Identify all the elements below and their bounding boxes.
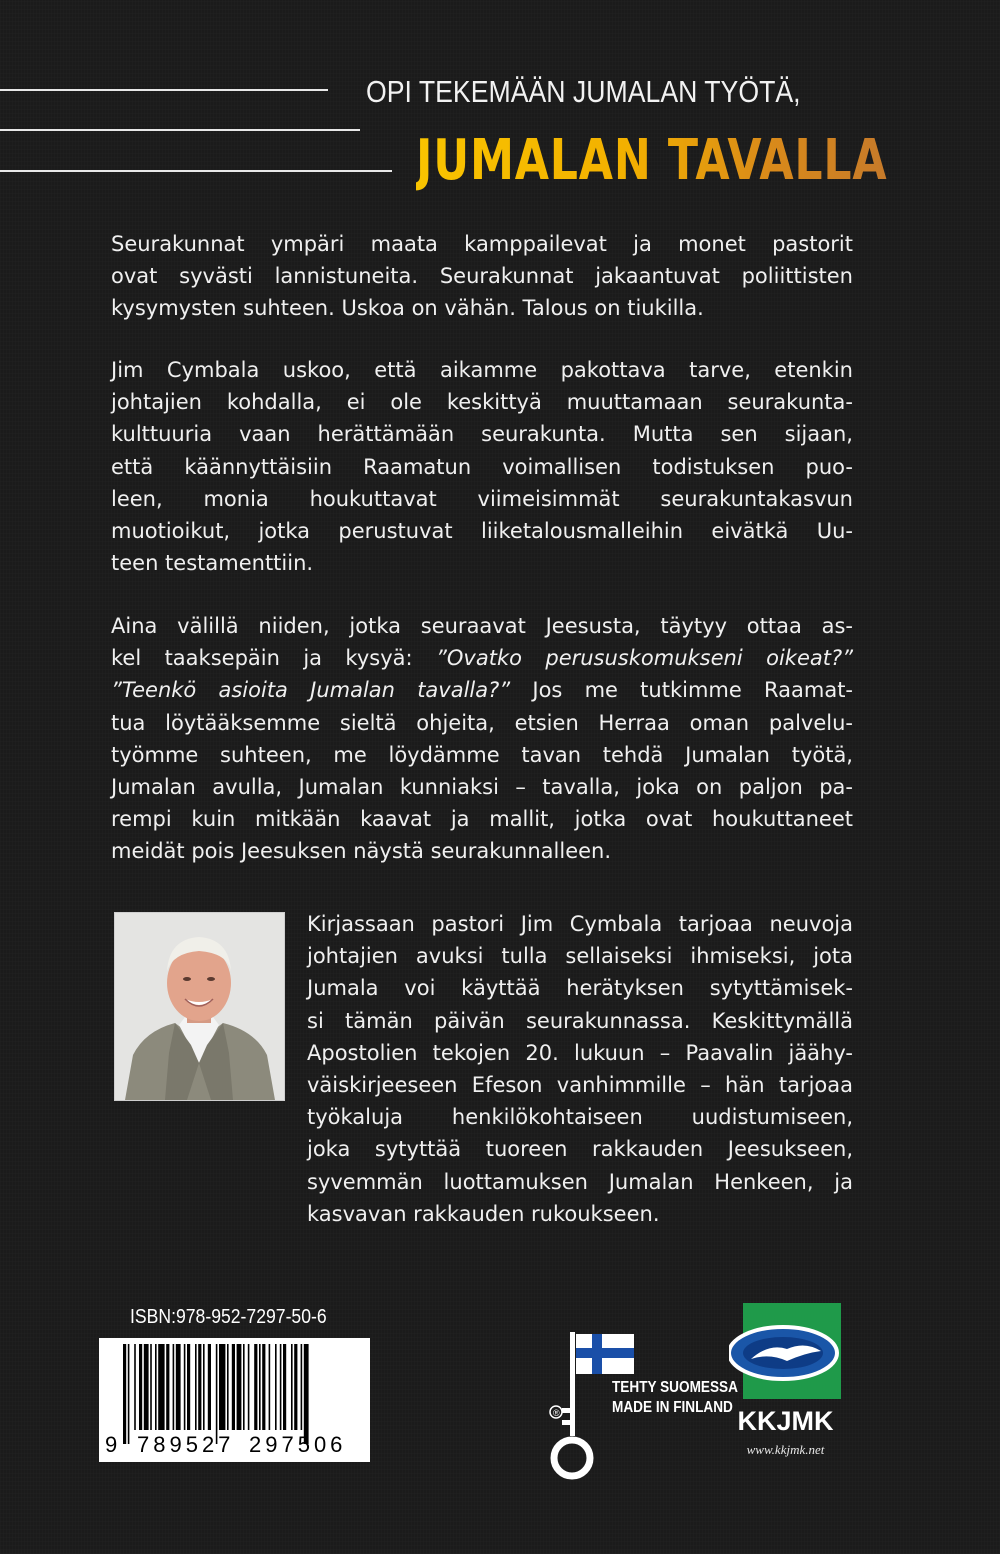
barcode [99,1338,370,1462]
text-line: ovat syvästi lannistuneita. Seurakunnat jakaantuvat poliittisten [111,264,853,289]
text-line: rempi kuin mitkään kaavat ja mallit, jotka ovat houkuttaneet [111,807,853,832]
text-line [111,642,853,674]
made-in-finland-text: TEHTY SUOMESSA [612,1379,738,1396]
text-line: leen, monia houkuttavat viimeisimmät seurakuntakasvun [111,486,853,511]
text-line: meidät pois Jeesuksen näystä seurakunnalleen. [111,839,612,864]
text-line [111,674,853,706]
text-line: Jumala voi käyttää herätyksen sytyttämisek- [307,976,853,1001]
paragraph-1 [111,228,853,325]
tagline: OPI TEKEMÄÄN JUMALAN TYÖTÄ, [366,74,801,109]
headline: JUMALAN TAVALLA [416,128,888,193]
author-portrait-illustration [115,913,284,1100]
text-line: kasvavan rakkauden rukoukseen. [307,1201,660,1226]
text-line: työkaluja henkilökohtaiseen uudistumiseen, [307,1105,853,1130]
paragraph-3 [111,610,853,868]
made-in-finland-text: MADE IN FINLAND [612,1399,733,1416]
decorative-line [0,129,360,131]
publisher-url: www.kkjmk.net [746,1442,825,1457]
text-line: johtajien kohdalla, ei ole keskittyä muuttamaan seurakunta- [111,390,853,415]
barcode-digit-group: 9 [105,1432,118,1457]
text-line: Aina välillä niiden, jotka seuraavat Jeesusta, täytyy ottaa as- [111,614,853,638]
decorative-line [0,170,392,172]
text-line: työmme suhteen, me löydämme tavan tehdä Jumalan työtä, [111,742,853,767]
decorative-line [0,89,328,91]
text-line: Jim Cymbala uskoo, että aikamme pakottava tarve, etenkin [111,358,853,382]
text-line: si tämän päivän seurakunnassa. Keskittymällä [307,1008,853,1033]
quote-italic: ”Teenkö asioita Jumalan tavalla?” [111,678,511,703]
text-line: teen testamenttiin. [111,551,314,576]
text-line: Seurakunnat ympäri maata kamppailevat ja monet pastorit [111,232,853,256]
svg-text:®: ® [553,1408,560,1418]
author-photo [115,913,284,1100]
text-plain: Jos me tutkimme Raamat- [510,678,854,703]
text-line: kysymysten suhteen. Uskoa on vähän. Talous on tiukilla. [111,296,704,321]
text-line: joka sytyttää tuoreen rakkauden Jeesukseen, [307,1137,853,1162]
text-line: väiskirjeeseen Efeson vanhimmille – hän tarjoaa [307,1073,853,1098]
text-line: että käännyttäisiin Raamatun voimallisen todistuksen puo- [111,454,853,479]
text-line: johtajien avuksi tulla sellaiseksi ihmiseksi, jota [307,944,853,969]
barcode-digit-group: 297506 [249,1432,347,1457]
paragraph-2 [111,354,853,579]
paragraph-4 [307,908,853,1230]
text-line: syvemmän luottamuksen Jumalan Henkeen, ja [307,1169,853,1194]
publisher-name: KKJMK [737,1406,834,1436]
isbn-label: ISBN:978-952-7297-50-6 [130,1306,327,1328]
text-line: muotioikut, jotka perustuvat liiketalousmalleihin eivätkä Uu- [111,519,853,544]
barcode-digit-group: 789527 [137,1432,235,1457]
text-plain: kel taaksepäin ja kysyä: [111,646,436,671]
text-line: Jumalan avulla, Jumalan kunniaksi – tavalla, joka on paljon pa- [111,775,853,800]
quote-italic: ”Ovatko perususkomukseni oikeat?” [436,646,853,671]
text-line: Apostolien tekojen 20. lukuun – Paavalin jäähy- [307,1040,853,1065]
text-line: kulttuuria vaan herättämään seurakunta. Mutta sen sijaan, [111,422,853,447]
text-line: Kirjassaan pastori Jim Cymbala tarjoaa neuvoja [307,912,853,936]
text-line: tua löytääksemme sieltä ohjeita, etsien Herraa oman palvelu- [111,710,853,735]
publisher-logo-icon [729,1303,842,1463]
